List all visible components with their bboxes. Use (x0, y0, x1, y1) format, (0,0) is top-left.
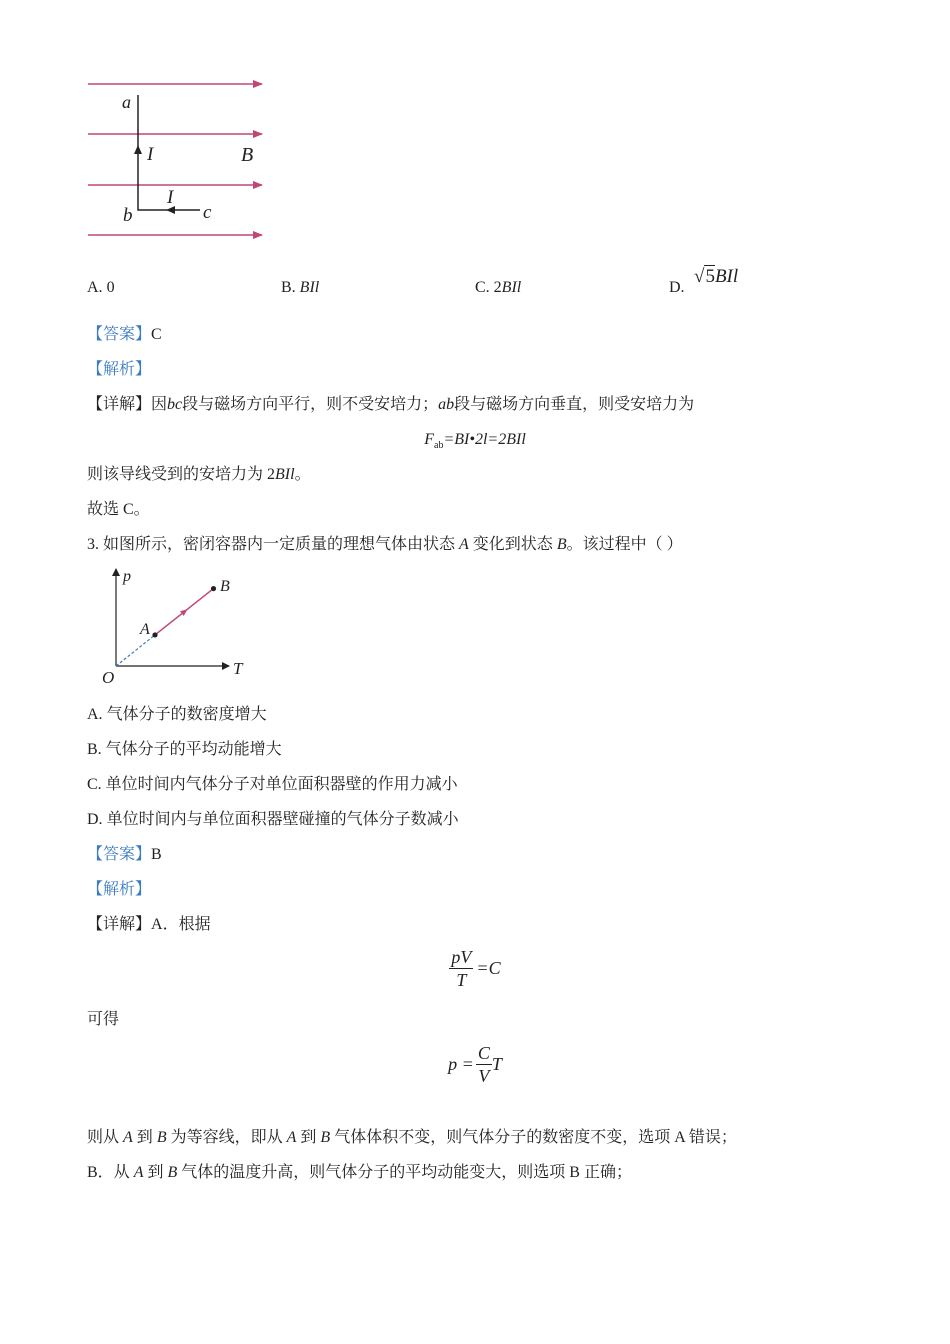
detail-text: 段与磁场方向垂直，则受安培力为 (454, 396, 695, 413)
detail-tag: 【详解】 (87, 396, 152, 413)
answer-value: B (151, 846, 162, 863)
answer-tag: 【答案】 (87, 326, 152, 343)
q2-option-b (281, 278, 319, 298)
option-label: D. (87, 811, 103, 828)
label-I-vertical: I (147, 144, 154, 165)
line-text: 为等容线，即从 (170, 1129, 283, 1146)
q3-option-d (87, 810, 459, 830)
equation-lhs: p = (448, 1054, 474, 1074)
answer-tag: 【答案】 (87, 846, 152, 863)
q3-analysis-tag: 【解析】 (87, 881, 152, 898)
option-label: B. (87, 741, 102, 758)
line-text: B．从 (87, 1164, 130, 1181)
line-text: 气体的温度升高，则气体分子的平均动能变大，则选项 B 正确； (181, 1164, 632, 1181)
current-arrow-up (134, 145, 142, 154)
q2-analysis-tag: 【解析】 (87, 361, 152, 378)
p-T-diagram (95, 563, 265, 688)
equation-pV-over-T (0, 946, 950, 991)
numerator: pV (451, 947, 472, 967)
q2-option-a (87, 278, 115, 298)
line-text: 到 (147, 1164, 164, 1181)
state-A: A (123, 1129, 133, 1146)
kede-text: 可得 (87, 1011, 120, 1028)
detail-text: 段与磁场方向平行，则不受安培力； (182, 396, 439, 413)
q3-detail (87, 915, 211, 935)
q2-formula (0, 430, 950, 456)
stem-text: 。该过程中（ ） (566, 536, 683, 553)
q3-explanation-line-1 (87, 1128, 737, 1148)
equation-tail: T (491, 1054, 502, 1074)
result-var: BIl (275, 466, 295, 483)
line-text: 到 (300, 1129, 317, 1146)
option-label: C. (87, 776, 102, 793)
state-B: B (156, 1129, 167, 1146)
sqrt-expression (694, 265, 715, 289)
q2-option-d (669, 278, 685, 298)
detail-text: 因 (151, 396, 168, 413)
label-I-horizontal: I (167, 187, 174, 208)
state-B: B (556, 536, 567, 553)
stem-text: 如图所示，密闭容器内一定质量的理想气体由状态 (103, 536, 456, 553)
equation-rhs: =C (476, 958, 501, 978)
option-text: 气体分子的平均动能增大 (105, 741, 282, 758)
denominator: V (478, 1066, 490, 1086)
option-value: BIl (714, 266, 739, 287)
formula-subscript: ab (434, 440, 444, 452)
option-value: 0 (106, 279, 115, 296)
option-value: BIl (299, 279, 320, 296)
q3-answer (87, 845, 162, 865)
segment-bc: bc (167, 396, 183, 413)
sqrt-sign: √ (694, 266, 705, 287)
line-text: 则从 (87, 1129, 120, 1146)
q2-option-d-sqrt (694, 265, 738, 289)
axis-label-p: p (123, 568, 131, 585)
option-label: A. (87, 706, 103, 723)
line-text: 气体体积不变，则气体分子的数密度不变，选项 A 错误； (334, 1129, 737, 1146)
result-text: 。 (294, 466, 311, 483)
q2-option-c (475, 278, 521, 298)
q2-detail (87, 395, 694, 415)
question-number: 3. (87, 536, 99, 553)
point-A (152, 632, 157, 637)
point-label-B: B (220, 578, 230, 595)
segment-ab: ab (438, 396, 455, 413)
q2-result (87, 465, 311, 485)
line-text: 到 (136, 1129, 153, 1146)
option-value: BIl (501, 279, 522, 296)
q3-option-b (87, 740, 282, 760)
label-b: b (123, 205, 133, 226)
q2-answer (87, 325, 162, 345)
stem-text: 变化到状态 (472, 536, 553, 553)
state-B: B (320, 1129, 331, 1146)
axis-label-T: T (233, 659, 243, 678)
option-text: 气体分子的数密度增大 (106, 706, 267, 723)
detail-text: A．根据 (151, 916, 211, 933)
point-B (211, 586, 216, 591)
option-text: 单位时间内气体分子对单位面积器壁的作用力减小 (105, 776, 458, 793)
origin-label-O: O (102, 668, 115, 687)
state-A: A (459, 536, 469, 553)
q3-option-a (87, 705, 267, 725)
q3-option-c (87, 775, 458, 795)
state-A: A (133, 1164, 144, 1181)
q2-choice: 故选 C。 (87, 501, 150, 518)
formula-rest: =BI•2l=2BIl (443, 431, 526, 448)
numerator: C (477, 1043, 490, 1063)
state-A: A (286, 1129, 297, 1146)
state-B: B (167, 1164, 178, 1181)
option-label: A. (87, 279, 103, 296)
label-c: c (203, 202, 212, 223)
option-label: D. (669, 279, 685, 296)
label-a: a (122, 92, 131, 112)
label-B-field: B (241, 144, 254, 166)
fraction (476, 1042, 492, 1087)
answer-value: C (151, 326, 162, 343)
result-text: 则该导线受到的安培力为 2 (87, 466, 276, 483)
detail-tag: 【详解】 (87, 916, 152, 933)
extension-dashed-line (116, 635, 155, 666)
option-label: C. (475, 279, 490, 296)
option-label: B. (281, 279, 296, 296)
point-label-A: A (140, 621, 150, 638)
magnetic-field-figure (80, 75, 280, 250)
option-text: 单位时间内与单位面积器壁碰撞的气体分子数减小 (106, 811, 459, 828)
denominator: T (456, 970, 467, 990)
equation-p-equals (0, 1042, 950, 1087)
q3-stem (87, 535, 683, 555)
formula-F: F (424, 431, 435, 448)
option-prefix: 2 (493, 279, 502, 296)
fraction (449, 946, 473, 991)
q3-explanation-line-2 (87, 1163, 632, 1183)
sqrt-radicand: 5 (705, 266, 715, 287)
